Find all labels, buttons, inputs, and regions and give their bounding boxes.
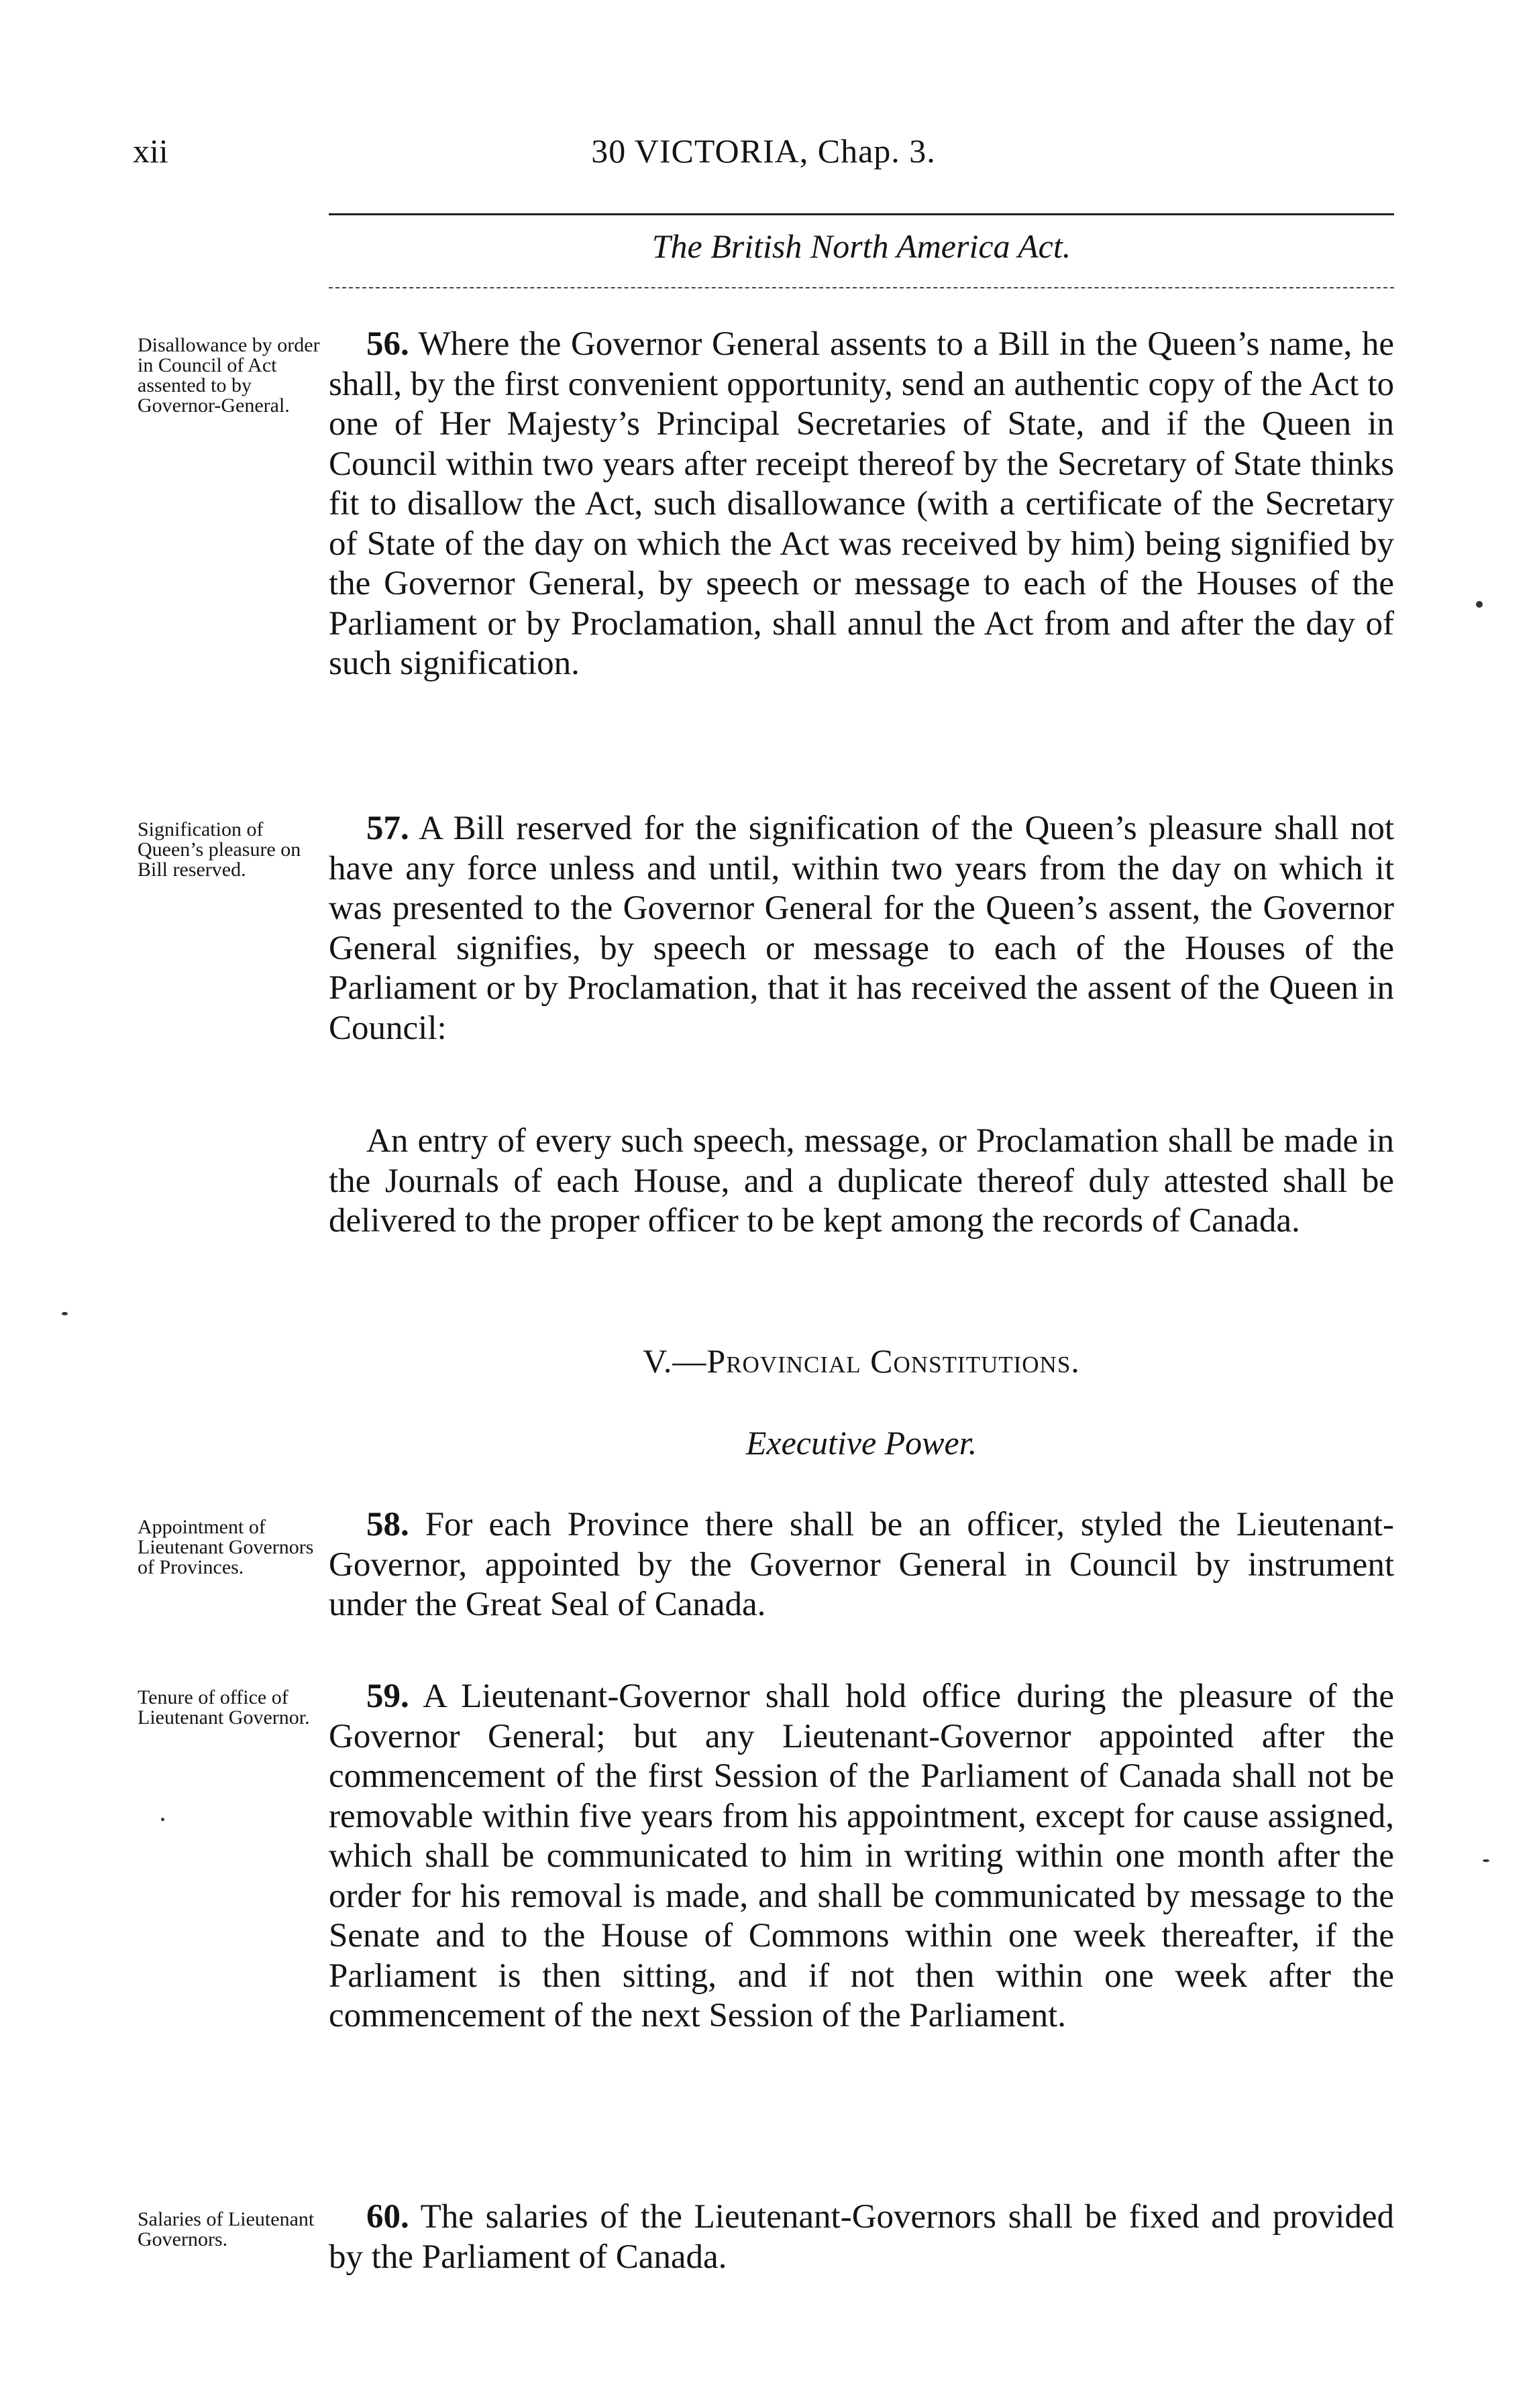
section-57 — [329, 809, 1394, 1048]
print-speck — [1483, 1859, 1489, 1862]
section-number: 59. — [366, 1678, 409, 1715]
page-number: xii — [133, 132, 168, 170]
margin-note-60: Salaries of Lieutenant Governors. — [138, 2208, 315, 2250]
margin-note-59: Tenure of office of Lieutenant Governor. — [138, 1686, 310, 1729]
print-speck — [1476, 601, 1483, 608]
section-text: A Lieutenant-Governor shall hold office during the pleasure of the Governor General; but any Lieutenant-Governor appointed after the commencement of the first Session of the Parliament of Canada shall not be removable within five years from his appointment, except for cause assigned, which shall be communicated to him in writing within one month after the order for his removal is made, and shall be communicated by message to the Senate and to the House of Commons within one week thereafter, if the Parliament is then sitting, and if not then within one week after the commencement of the next Session of the Parliament. — [329, 1678, 1395, 2034]
title-rule — [329, 287, 1394, 288]
section-number: 56. — [366, 325, 409, 363]
header-rule — [329, 213, 1394, 215]
margin-note-57: Signification of Queen’s pleasure on Bill reserved. — [138, 818, 301, 881]
section-text: For each Province there shall be an officer, styled the Lieutenant-Governor, appointed by the Governor General in Council by instrument under the Great Seal of Canada. — [329, 1506, 1394, 1623]
margin-note-58: Appointment of Lieutenant Governors of Provinces. — [138, 1516, 314, 1578]
section-60 — [329, 2197, 1394, 2277]
section-number: 58. — [366, 1506, 409, 1543]
section-56 — [329, 325, 1394, 684]
section-57-continuation: An entry of every such speech, message, or Proclamation shall be made in the Journals of each House, and a duplicate thereof duly attested shall be delivered to the proper officer to be kept among the records of Canada. — [329, 1122, 1394, 1240]
section-59 — [329, 1677, 1394, 2036]
print-speck — [62, 1312, 68, 1315]
section-text: Where the Governor General assents to a Bill in the Queen’s name, he shall, by the first convenient opportunity, send an authentic copy of the Act to one of Her Majesty’s Principal Secretaries of State, and if the Queen in Council within two years after receipt thereof by the Secretary of State thinks fit to disallow the Act, such disallowance (with a certificate of the Secretary of State of the day on which the Act was received by him) being signified by the Governor General, by speech or message to each of the Houses of the Parliament or by Proclamation, shall annul the Act from and after the day of such signification. — [329, 325, 1394, 682]
running-head: 30 VICTORIA, Chap. 3. — [591, 132, 936, 170]
margin-note-56: Disallowance by order in Council of Act assented to by Governor-General. — [138, 334, 320, 417]
section-58 — [329, 1505, 1394, 1625]
section-text: A Bill reserved for the signification of the Queen’s pleasure shall not have any force unless and until, within two years from the day on which it was presented to the Governor General for the Queen’s assent, the Governor General signifies, by speech or message to each of the Houses of the Parliament or by Proclamation, that it has received the assent of the Queen in Council: — [329, 810, 1394, 1047]
page-header — [133, 131, 1394, 178]
act-title: The British North America Act. — [651, 227, 1071, 265]
section-number: 57. — [366, 810, 409, 847]
print-speck — [161, 1818, 164, 1821]
section-number: 60. — [366, 2198, 409, 2236]
section-text: The salaries of the Lieutenant-Governors shall be fixed and provided by the Parliament of Canada. — [329, 2198, 1394, 2276]
sub-heading: Executive Power. — [745, 1424, 977, 1462]
part-heading: V.—Provincial Constitutions. — [643, 1342, 1080, 1380]
